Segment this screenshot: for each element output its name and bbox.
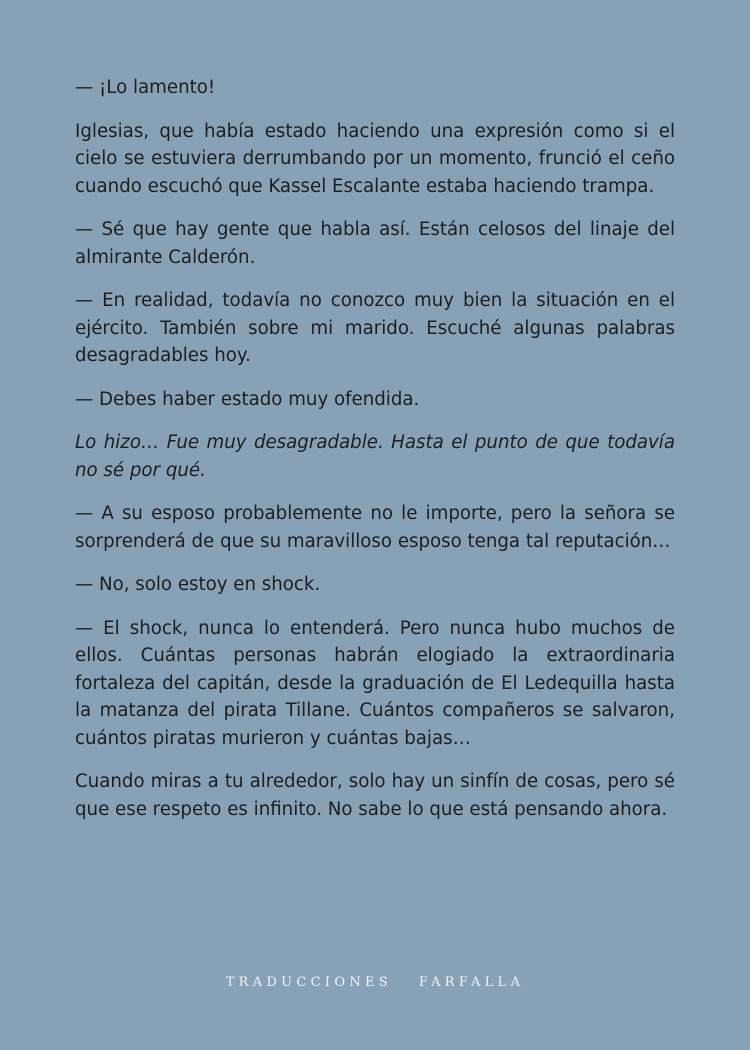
paragraph-4: — En realidad, todavía no conozco muy bien la situación en el ejército. También sobre mi marido. Escuché algunas palabras desagradables hoy. bbox=[75, 290, 675, 366]
page-footer-credit bbox=[0, 975, 750, 990]
paragraph-3: — Sé que hay gente que habla así. Están celosos del linaje del almirante Calderón. bbox=[75, 219, 675, 268]
footer-word-farfalla: FARFALLA bbox=[418, 975, 525, 990]
paragraph-5: — Debes haber estado muy ofendida. bbox=[75, 388, 420, 410]
footer-word-traducciones: TRADUCCIONES bbox=[225, 975, 392, 990]
paragraph-1: — ¡Lo lamento! bbox=[75, 77, 216, 98]
paragraph-8: — No, solo estoy en shock. bbox=[75, 574, 321, 595]
paragraph-6-italic-thought: Lo hizo… Fue muy desagradable. Hasta el punto de que todavía no sé por qué. bbox=[75, 432, 675, 481]
paragraph-2: Iglesias, que había estado haciendo una expresión como si el cielo se estuviera derrumbando por un momento, frunció el ceño cuando escuchó que Kassel Escalante estaba haciendo trampa. bbox=[75, 120, 675, 197]
paragraph-7: — A su esposo probablemente no le importe, pero la señora se sorprenderá de que su maravilloso esposo tenga tal reputación… bbox=[75, 503, 675, 552]
paragraph-10: Cuando miras a tu alrededor, solo hay un sinfín de cosas, pero sé que ese respeto es infinito. No sabe lo que está pensando ahora. bbox=[75, 771, 675, 820]
paragraph-9: — El shock, nunca lo entenderá. Pero nunca hubo muchos de ellos. Cuántas personas habrán elogiado la extraordinaria fortaleza del capitán, desde la graduación de El Ledequilla hasta la matanza del pirata Tillane. Cuántos compañeros se salvaron, cuántos piratas murieron y cuántas bajas… bbox=[75, 617, 675, 749]
book-page-body bbox=[75, 74, 675, 839]
